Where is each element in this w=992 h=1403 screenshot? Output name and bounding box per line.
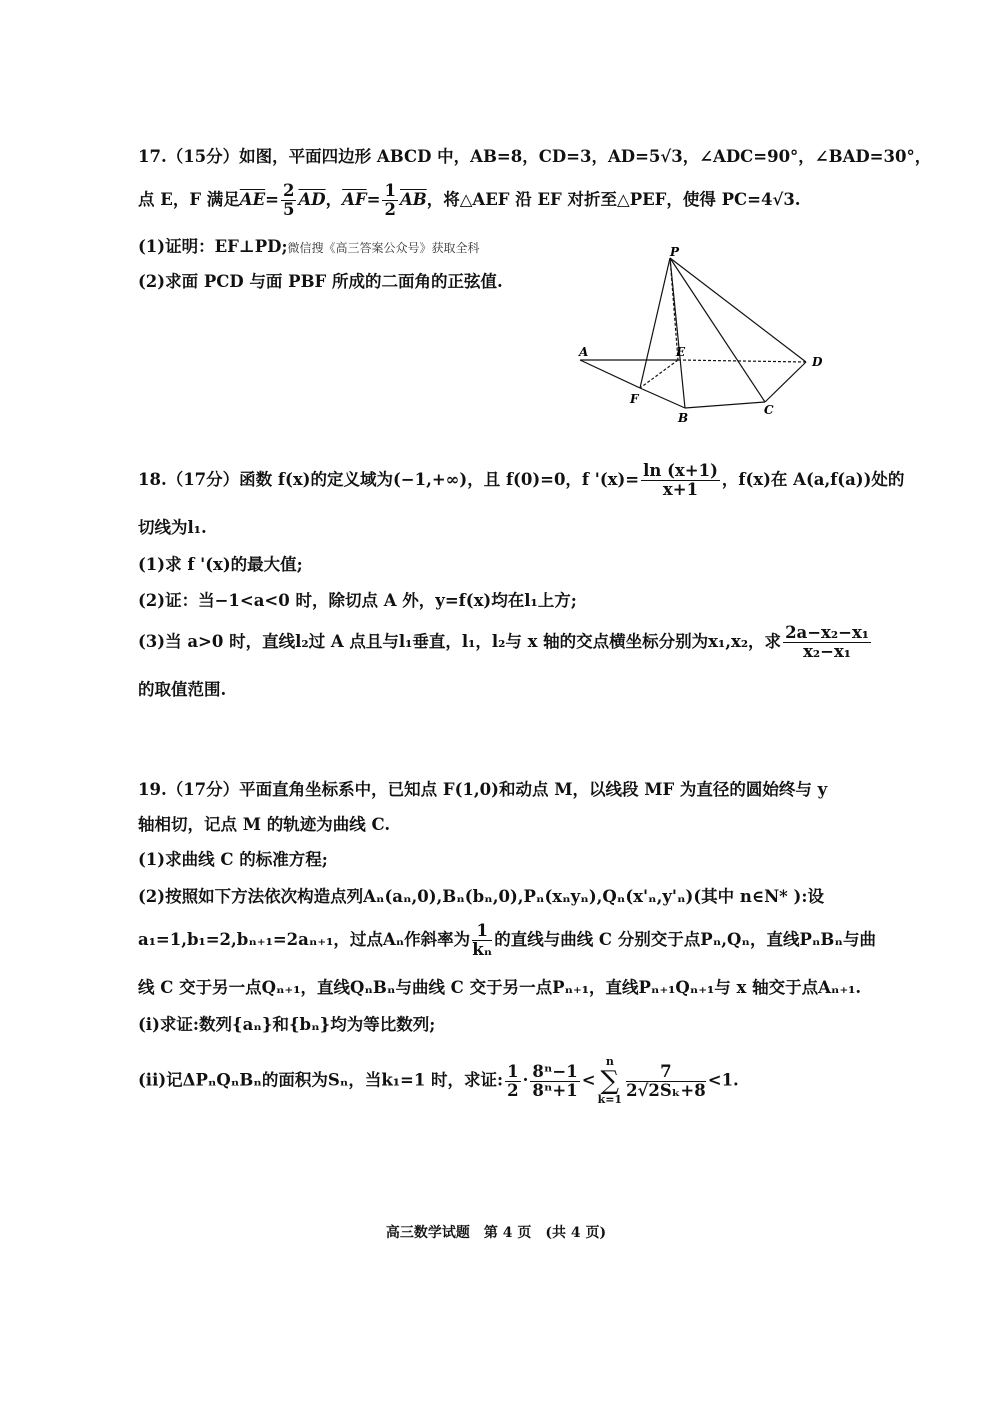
q18-part3: [138, 624, 873, 661]
equals: =: [265, 190, 279, 209]
fraction-slope: [472, 922, 492, 959]
dot: ·: [522, 1070, 529, 1090]
vector-ae: $\overline{AE}$: [239, 190, 266, 209]
numerator: 7: [626, 1063, 706, 1082]
q19-text: 的直线与曲线 C 分别交于点Pₙ,Qₙ，直线PₙBₙ与曲: [494, 930, 876, 949]
fraction-1-2: [382, 182, 397, 219]
numerator: 8ⁿ−1: [532, 1061, 578, 1081]
denominator: kₙ: [472, 940, 493, 959]
fraction-8n: [530, 1063, 579, 1100]
denominator: 2: [507, 1080, 519, 1100]
q18-part1: (1)求 f '(x)的最大值;: [138, 555, 303, 574]
numerator: 2a−x₂−x₁: [785, 623, 870, 642]
q18-line1: [138, 462, 904, 499]
fraction-half: [505, 1063, 520, 1100]
q18-text: 18.（17分）函数 f(x)的定义域为(−1,+∞)，且 f(0)=0，f '(x)=: [138, 470, 640, 489]
edge-af: [580, 360, 640, 388]
edge-pc: [670, 258, 765, 402]
q19-sub-ii: [138, 1056, 739, 1106]
q19-text: a₁=1,b₁=2,bₙ₊₁=2aₙ₊₁，过点Aₙ作斜率为: [138, 930, 471, 949]
denominator: 2: [384, 200, 396, 219]
q18-part2: (2)证：当−1<a<0 时，除切点 A 外，y=f(x)均在l₁上方;: [138, 591, 577, 610]
q19-line1: 19.（17分）平面直角坐标系中，已知点 F(1,0)和动点 M，以线段 MF 为直径的圆始终与 y: [138, 780, 828, 799]
numerator: 1: [507, 1061, 519, 1081]
edge-fb: [640, 388, 685, 408]
label-p: P: [670, 245, 680, 259]
sub-ii-end: <1.: [707, 1070, 739, 1090]
label-d: D: [812, 355, 823, 369]
edge-cd: [765, 362, 806, 402]
q19-part1: (1)求曲线 C 的标准方程;: [138, 850, 328, 869]
label-b: B: [678, 411, 689, 425]
q19-line2: 轴相切，记点 M 的轨迹为曲线 C.: [138, 815, 391, 834]
q17-part1: [138, 236, 480, 259]
numerator: ln (x+1): [643, 461, 718, 480]
numerator: 1: [472, 922, 492, 941]
denominator: 8ⁿ+1: [532, 1080, 578, 1100]
comma: ，: [325, 190, 343, 209]
less-than: <: [581, 1070, 596, 1090]
q18-text: ，f(x)在 A(a,f(a))处的: [721, 470, 905, 489]
denominator: 5: [283, 200, 295, 219]
fraction-2-5: [281, 182, 296, 219]
part1-text: (1)证明：EF⊥PD;: [138, 237, 288, 256]
label-f: F: [630, 392, 639, 406]
label-c: C: [764, 403, 774, 417]
q19-line5: 线 C 交于另一点Qₙ₊₁，直线QₙBₙ与曲线 C 交于另一点Pₙ₊₁，直线Pₙ₊₁Qₙ₊₁与 x 轴交于点Aₙ₊₁.: [138, 978, 862, 997]
q19-line4: [138, 922, 876, 959]
edge-pd: [670, 258, 806, 362]
sum-lower: k=1: [597, 1093, 623, 1106]
q17-text: 点 E，F 满足: [138, 190, 240, 209]
q18-line2: 切线为l₁.: [138, 518, 207, 537]
q17-line1: 17.（15分）如图，平面四边形 ABCD 中，AB=8，CD=3，AD=5√3，∠ADC=90°，∠BAD=30°，: [138, 147, 932, 166]
numerator: 2: [283, 181, 295, 200]
numerator: 1: [384, 181, 396, 200]
sum-upper: n: [605, 1055, 614, 1068]
label-e: E: [676, 345, 686, 359]
q18-part3-end: 的取值范围.: [138, 680, 227, 699]
page-footer: 高三数学试题 第 4 页 (共 4 页): [385, 1225, 607, 1241]
fraction-range: [783, 624, 871, 661]
vector-ab: $\overline{AB}$: [399, 190, 427, 209]
pyramid-figure: [570, 240, 830, 430]
q17-part2: (2)求面 PCD 与面 PBF 所成的二面角的正弦值.: [138, 272, 503, 291]
edge-bc: [685, 402, 765, 408]
denominator: x+1: [662, 480, 699, 499]
fraction-summand: [626, 1063, 706, 1100]
q17-text: ，将△AEF 沿 EF 对折至△PEF，使得 PC=4√3.: [426, 190, 801, 209]
denominator: 2√2Sₖ+8: [626, 1080, 706, 1100]
q17-line2: [138, 182, 801, 219]
q19-sub-i: (i)求证:数列{aₙ}和{bₙ}均为等比数列;: [138, 1015, 436, 1034]
vector-ad: $\overline{AD}$: [298, 190, 326, 209]
denominator: x₂−x₁: [803, 642, 852, 661]
fraction-derivative: [641, 462, 720, 499]
sigma-symbol: ∑: [600, 1066, 620, 1096]
vector-af: $\overline{AF}$: [342, 190, 367, 209]
edge-ed: [678, 360, 806, 362]
sub-ii-text: (ii)记ΔPₙQₙBₙ的面积为Sₙ，当k₁=1 时，求证:: [138, 1070, 504, 1090]
part3-text: (3)当 a>0 时，直线l₂过 A 点且与l₁垂直，l₁，l₂与 x 轴的交点横坐标分别为x₁,x₂，求: [138, 632, 782, 651]
watermark: 微信搜《高三答案公众号》获取全科: [287, 241, 480, 255]
equals: =: [366, 190, 381, 209]
q19-part2: (2)按照如下方法依次构造点列Aₙ(aₙ,0),Bₙ(bₙ,0),Pₙ(xₙyₙ),Qₙ(x'ₙ,y'ₙ)(其中 n∈N* ):设: [138, 887, 824, 906]
summation: [598, 1056, 623, 1106]
label-a: A: [579, 345, 589, 359]
